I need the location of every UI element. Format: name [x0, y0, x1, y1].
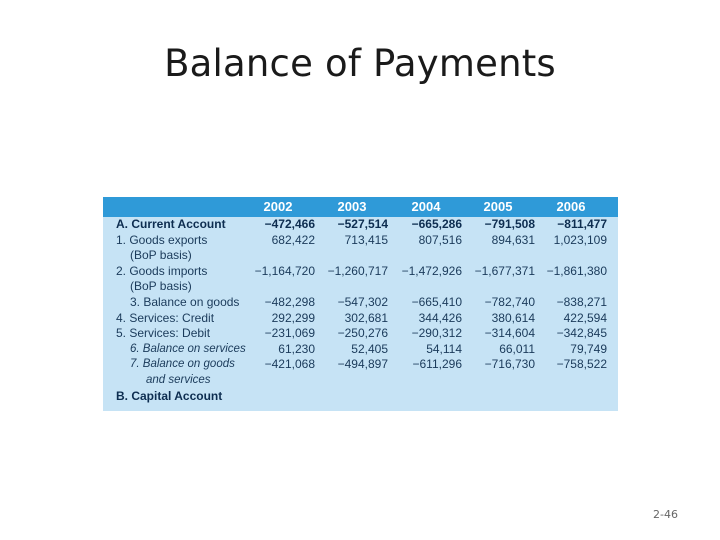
cell-value: −421,068: [264, 357, 315, 372]
cell-value: −342,845: [556, 326, 607, 341]
cell-value: −250,276: [337, 326, 388, 341]
cell-value: −782,740: [484, 294, 535, 309]
cell-value: −791,508: [484, 217, 535, 231]
row-label: 3. Balance on goods: [130, 294, 240, 309]
year-header: 2006: [556, 199, 586, 214]
cell-value: −716,730: [484, 357, 535, 372]
cell-value: 66,011: [499, 341, 535, 356]
cell-value: −665,286: [411, 217, 462, 231]
row-label: A. Current Account: [116, 217, 226, 231]
row-label: 6. Balance on services: [130, 342, 246, 355]
cell-value: −665,410: [411, 294, 462, 309]
year-header: 2003: [337, 199, 367, 214]
row-label: 2. Goods imports: [116, 263, 208, 278]
table-row: [103, 373, 618, 389]
cell-value: −527,514: [337, 217, 388, 231]
cell-value: 380,614: [491, 310, 535, 325]
cell-value: 54,114: [426, 341, 462, 356]
cell-value: −547,302: [337, 294, 388, 309]
cell-value: −1,677,371: [474, 263, 535, 278]
table-row: [103, 279, 618, 295]
cell-value: −1,260,717: [327, 263, 388, 278]
cell-value: 52,405: [351, 341, 388, 356]
cell-value: 79,749: [570, 341, 607, 356]
year-header: 2005: [483, 199, 513, 214]
cell-value: 894,631: [491, 232, 535, 247]
cell-value: −314,604: [484, 326, 535, 341]
cell-value: −758,522: [556, 357, 607, 372]
row-label: and services: [146, 373, 211, 386]
table-row: [103, 233, 618, 249]
cell-value: 713,415: [344, 232, 388, 247]
cell-value: −838,271: [556, 294, 607, 309]
cell-value: 61,230: [278, 341, 315, 356]
cell-value: −482,298: [264, 294, 315, 309]
row-label: 1. Goods exports: [116, 232, 208, 247]
table-row: [103, 248, 618, 264]
table-row: [103, 217, 618, 233]
cell-value: 682,422: [271, 232, 315, 247]
row-label: B. Capital Account: [116, 388, 223, 403]
cell-value: 302,681: [344, 310, 388, 325]
table-row: [103, 326, 618, 342]
cell-value: −290,312: [411, 326, 462, 341]
row-label: (BoP basis): [130, 279, 192, 294]
cell-value: −1,472,926: [401, 263, 462, 278]
cell-value: −611,296: [412, 357, 462, 372]
cell-value: 422,594: [563, 310, 607, 325]
table-header-row: [103, 197, 618, 217]
cell-value: −472,466: [264, 217, 315, 231]
row-label: 7. Balance on goods: [130, 358, 235, 371]
cell-value: 1,023,109: [553, 232, 607, 247]
cell-value: −231,069: [264, 326, 315, 341]
balance-of-payments-table: [103, 197, 618, 411]
row-label: (BoP basis): [130, 248, 192, 263]
cell-value: 807,516: [418, 232, 462, 247]
cell-value: −811,477: [557, 217, 607, 231]
table-row: [103, 389, 618, 405]
table-row: [103, 357, 618, 373]
slide-title: Balance of Payments: [164, 42, 556, 85]
row-label: 5. Services: Debit: [116, 326, 211, 341]
cell-value: −1,861,380: [546, 263, 607, 278]
table-row: [103, 311, 618, 327]
table-row: [103, 295, 618, 311]
page-number: 2-46: [653, 508, 678, 521]
table-row: [103, 264, 618, 280]
year-header: 2002: [263, 199, 293, 214]
year-header: 2004: [411, 199, 441, 214]
cell-value: 292,299: [271, 310, 315, 325]
cell-value: −494,897: [337, 357, 388, 372]
cell-value: −1,164,720: [254, 263, 315, 278]
table-row: [103, 342, 618, 358]
row-label: 4. Services: Credit: [116, 310, 215, 325]
cell-value: 344,426: [418, 310, 462, 325]
